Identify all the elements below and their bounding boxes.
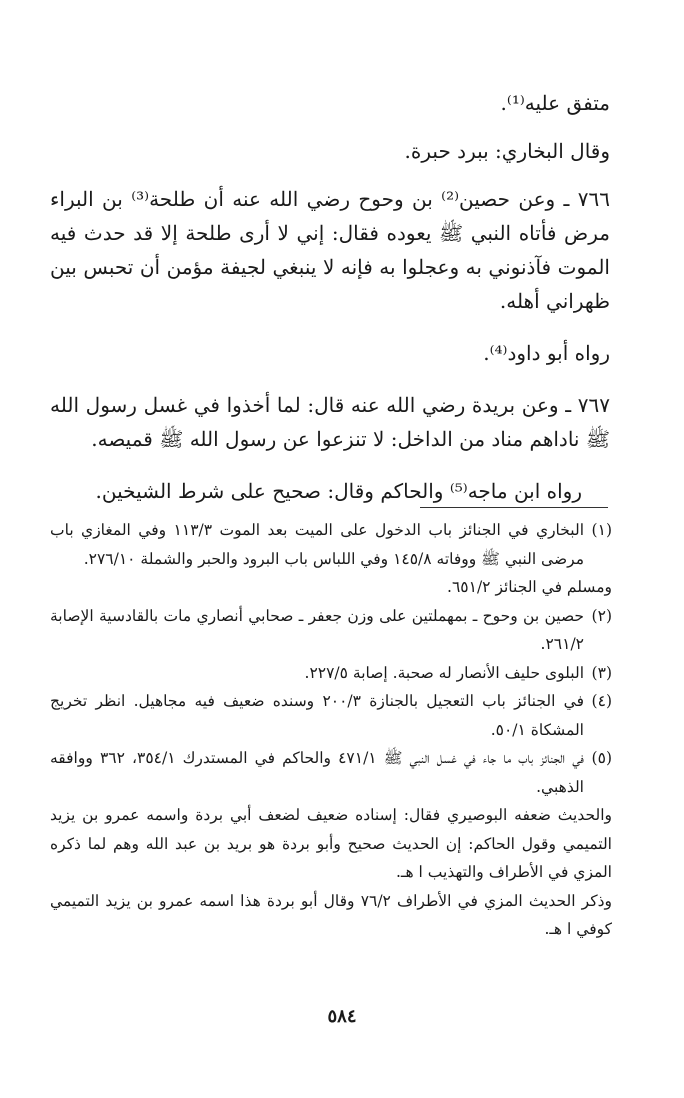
footnote-3 — [50, 659, 612, 688]
footnote-1-continuation: ومسلم في الجنائز ٦٥١/٢. — [447, 578, 612, 596]
muttafaq-line: متفق عليه⁽¹⁾. — [500, 91, 610, 115]
footnote-text: في الجنائز باب ما جاء في غسل النبي ﷺ ٤٧١/١ والحاكم في المستدرك ٣٥٤/١، ٣٦٢ ووافقه الذهبي. — [50, 749, 584, 796]
footnote-label: (١) — [591, 521, 612, 539]
footnote-text: البخاري في الجنائز باب الدخول على الميت بعد الموت ١١٣/٣ وفي المغازي باب مرضى النبي ﷺ ووفاته ١٤٥/٨ وفي اللباس باب البرود والحبر والشملة ٢٧٦/١٠. — [50, 521, 584, 568]
footnote-text: في الجنائز باب التعجيل بالجنازة ٢٠٠/٣ وسنده ضعيف فيه مجاهيل. انظر تخريج المشكاة ٥٠/١. — [50, 692, 584, 739]
main-text — [50, 86, 610, 508]
footnote-4 — [50, 687, 612, 744]
footnote-text: حصين بن وحوح ـ بمهملتين على وزن جعفر ـ صحابي أنصاري مات بالقادسية الإصابة ٢٦١/٢. — [50, 606, 584, 653]
footnote-label: (٣) — [591, 663, 612, 682]
bukhari-line: وقال البخاري: ببرد حبرة. — [404, 139, 610, 163]
footnote-5-continuation: وذكر الحديث المزي في الأطراف ٧٦/٢ وقال أبو بردة هذا اسمه عمرو بن يزيد التميمي كوفي ا هـ. — [50, 891, 612, 938]
hadith-767: ٧٦٧ ـ وعن بريدة رضي الله عنه قال: لما أخذوا في غسل رسول الله ﷺ ناداهم مناد من الداخل: لا تنزعوا عن رسول الله ﷺ قميصه. — [50, 393, 610, 451]
footnote-label: (٥) — [591, 749, 612, 767]
footnotes — [50, 516, 612, 944]
ibn-majah-line: رواه ابن ماجه⁽⁵⁾ والحاكم وقال: صحيح على شرط الشيخين. — [95, 479, 582, 503]
hadith-766: ٧٦٦ ـ وعن حصين⁽²⁾ بن وحوح رضي الله عنه أن طلحة⁽³⁾ بن البراء مرض فأتاه النبي ﷺ يعوده فقال: إني لا أرى طلحة إلا قد حدث فيه الموت فآذنوني به وعجلوا به فإنه لا ينبغي لجيفة مؤمن أن تحبس بين ظهراني أهله. — [50, 187, 610, 313]
page-number: ٥٨٤ — [327, 1006, 357, 1027]
footnote-5-continuation: والحديث ضعفه البوصيري فقال: إسناده ضعيف لضعف أبي بردة واسمه عمرو بن يزيد التميمي وقول الحاكم: إن الحديث صحيح وأبو بردة هو بريد بن عبد الله وهم لما ذكره المزي في الأطراف والتهذيب ا هـ. — [50, 806, 612, 881]
footnote-1 — [50, 516, 612, 573]
footnote-label: (٤) — [591, 692, 612, 710]
footnote-5 — [50, 744, 612, 801]
footnote-2 — [50, 602, 612, 659]
footnote-text: البلوى حليف الأنصار له صحبة. إصابة ٢٢٧/٥. — [304, 663, 584, 682]
footnote-separator — [420, 507, 608, 508]
footnote-label: (٢) — [591, 606, 612, 625]
abu-dawud-line: رواه أبو داود⁽⁴⁾. — [483, 341, 610, 365]
